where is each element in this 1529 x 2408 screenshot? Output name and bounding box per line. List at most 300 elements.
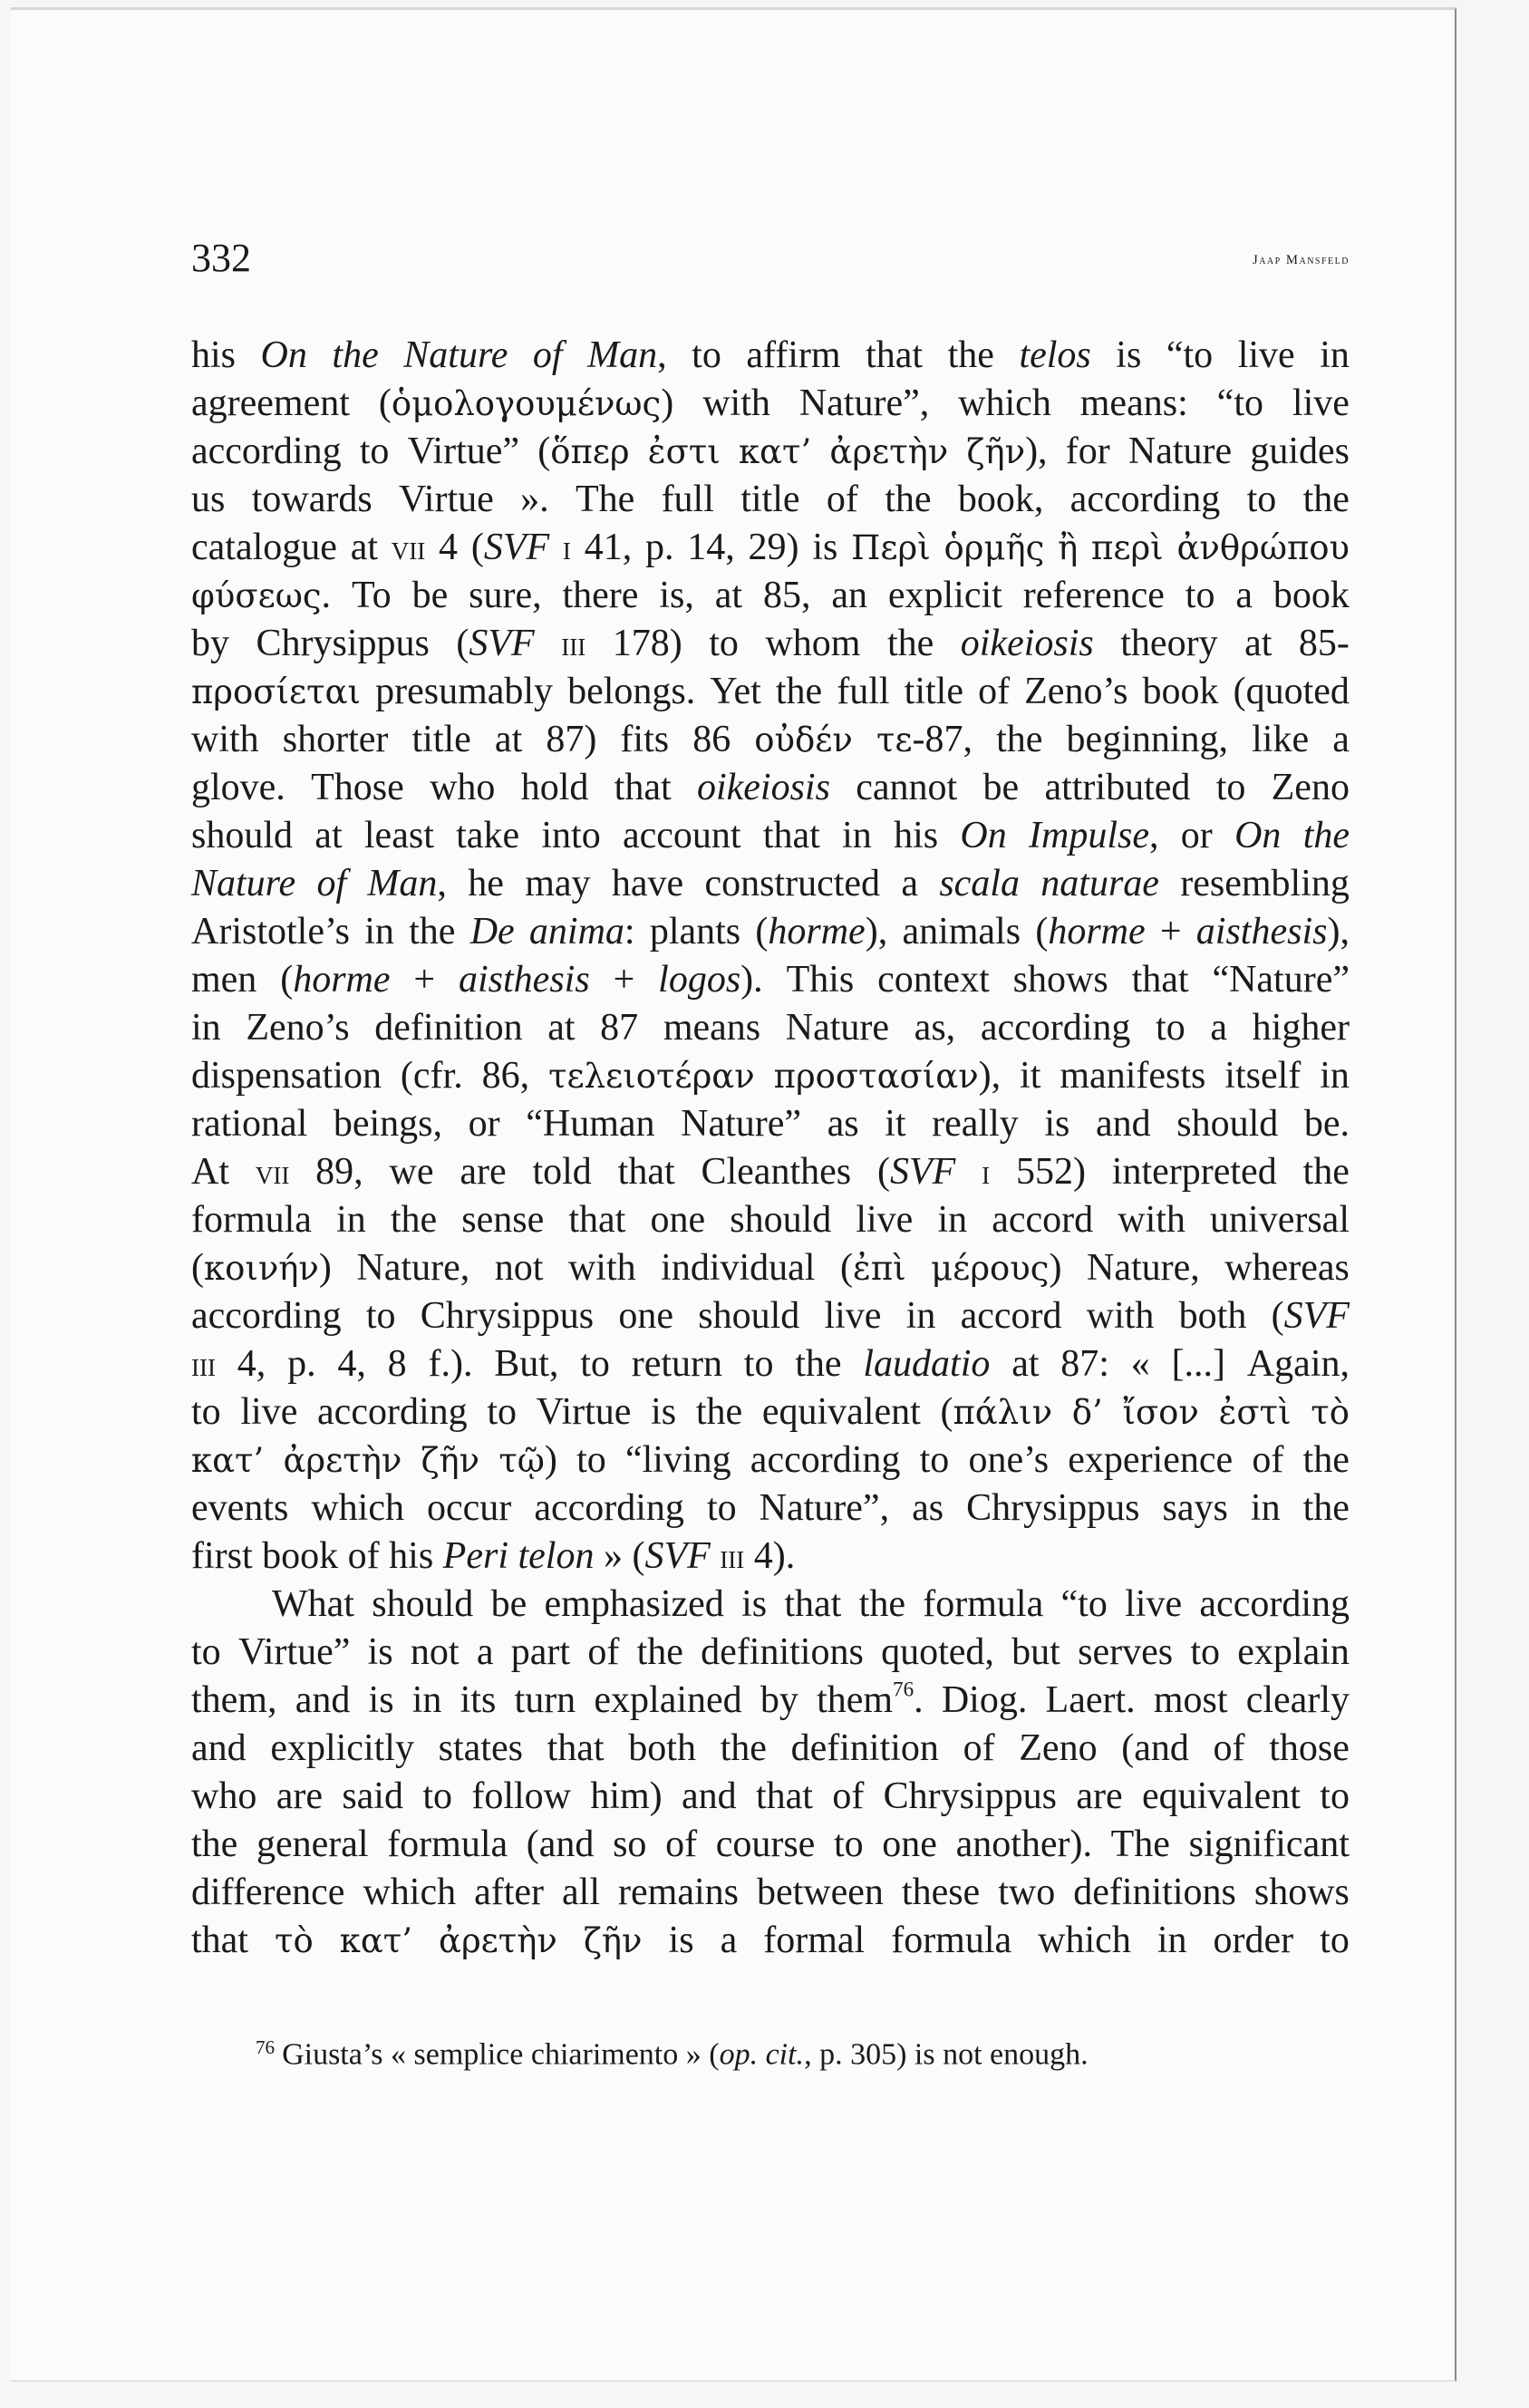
word	[191, 476, 225, 524]
word	[356, 1244, 469, 1292]
text-run: The	[575, 479, 635, 520]
word	[240, 1388, 297, 1436]
word	[1131, 1340, 1150, 1388]
text-run: live	[240, 1391, 298, 1433]
text-run: constructed	[704, 863, 881, 904]
italic-text: horme	[768, 911, 866, 953]
text-run: there	[562, 575, 639, 616]
text-run: all	[562, 1871, 601, 1913]
text-run: according	[980, 1007, 1131, 1049]
text-run: definition	[374, 1007, 523, 1049]
text-run: remains	[618, 1871, 739, 1913]
text-run: at	[547, 1007, 576, 1049]
text-run: book,	[957, 479, 1044, 520]
text-run: in	[1320, 1055, 1350, 1097]
text-run: +	[613, 959, 635, 1001]
text-run: of	[587, 1631, 620, 1673]
word	[940, 1388, 1052, 1436]
word	[191, 1388, 221, 1436]
word	[740, 476, 799, 524]
word	[590, 1773, 662, 1821]
word	[576, 476, 634, 524]
word	[961, 620, 1094, 668]
word	[191, 1535, 253, 1577]
word	[1024, 668, 1127, 716]
text-line	[191, 812, 1350, 860]
word	[561, 620, 585, 668]
text-run: is	[1044, 1103, 1070, 1145]
text-run: dispensation	[191, 1055, 382, 1097]
text-run: in	[411, 1679, 442, 1721]
word	[191, 1436, 264, 1484]
greek-text: ἀρετὴν	[829, 432, 949, 471]
word	[884, 1773, 1057, 1821]
text-line	[191, 860, 1350, 908]
word	[1210, 1196, 1350, 1244]
word	[1143, 668, 1219, 716]
text-run: after	[474, 1871, 545, 1913]
word	[604, 1535, 623, 1577]
word	[882, 1821, 937, 1869]
word	[477, 1629, 494, 1677]
word	[348, 1535, 380, 1577]
word	[1080, 380, 1188, 428]
word	[403, 332, 508, 380]
word	[412, 572, 449, 620]
text-line	[191, 380, 1350, 428]
text-run: be	[982, 767, 1020, 808]
text-run: equivalent	[761, 1391, 921, 1433]
word	[283, 716, 389, 764]
italic-text: Man	[587, 334, 658, 376]
text-run: the	[996, 719, 1043, 760]
text-line	[191, 1581, 1350, 1629]
text-run: in	[1250, 1487, 1281, 1529]
italic-text: oikeiosis	[696, 767, 830, 808]
word	[702, 380, 770, 428]
word	[1019, 1725, 1097, 1773]
text-run: is	[1116, 334, 1142, 376]
text-run: animals	[902, 911, 1021, 953]
text-run: Zeno’s	[246, 1007, 350, 1049]
word	[526, 1100, 654, 1148]
word	[482, 1052, 530, 1100]
word	[469, 1100, 500, 1148]
italic-text: telos	[1019, 334, 1091, 376]
text-line	[191, 716, 1350, 764]
text-line	[191, 620, 1350, 668]
text-run: (	[378, 382, 392, 424]
word	[612, 860, 683, 908]
word	[469, 572, 541, 620]
text-run: with	[1086, 1295, 1155, 1337]
text-run: two	[998, 1871, 1056, 1913]
text-run: is	[367, 1631, 393, 1673]
text-run: formula	[923, 1583, 1044, 1625]
text-run: to	[191, 1391, 221, 1433]
word	[191, 620, 229, 668]
text-line	[191, 764, 1350, 812]
text-run: follow	[471, 1775, 571, 1817]
word	[1040, 860, 1159, 908]
word	[568, 1196, 625, 1244]
text-run: (and	[526, 1823, 595, 1865]
text-run: 4	[439, 527, 459, 568]
word	[939, 860, 1020, 908]
text-run: us	[191, 479, 226, 520]
text-run: 41,	[584, 527, 633, 568]
text-run: that	[1131, 959, 1189, 1001]
text-run: :	[624, 911, 635, 953]
word	[460, 1148, 506, 1196]
text-run: accord	[992, 1199, 1094, 1241]
word	[1121, 1725, 1189, 1773]
word	[1154, 1677, 1228, 1725]
word	[1199, 1581, 1350, 1629]
text-run: Zeno	[1019, 1727, 1098, 1769]
text-run: iii	[720, 1538, 745, 1576]
text-run: the	[886, 623, 934, 664]
word	[1046, 1677, 1136, 1725]
word	[1116, 332, 1141, 380]
word	[191, 1292, 342, 1340]
text-run: (and	[1121, 1727, 1189, 1769]
word	[1066, 428, 1110, 476]
word	[375, 668, 553, 716]
text-run: difference	[191, 1871, 345, 1913]
text-run: “living	[624, 1439, 731, 1481]
text-run: 86	[692, 719, 731, 760]
word	[587, 332, 667, 380]
word	[829, 428, 948, 476]
greek-text: ἐπὶ	[853, 1249, 906, 1288]
text-run: it	[885, 1103, 906, 1145]
text-run: (	[876, 1151, 890, 1193]
text-run: for	[1065, 430, 1110, 472]
text-run: (quoted	[1233, 671, 1350, 712]
word	[495, 1244, 544, 1292]
word	[1214, 1917, 1294, 1965]
word	[1112, 1148, 1277, 1196]
word	[1303, 812, 1350, 860]
word	[1292, 380, 1350, 428]
word	[1303, 1484, 1350, 1533]
word	[1172, 1340, 1225, 1388]
text-run: shorter	[282, 719, 389, 760]
greek-text: πάλιν	[953, 1393, 1053, 1432]
word	[774, 1052, 1002, 1100]
word	[364, 908, 394, 956]
word	[1120, 620, 1217, 668]
text-run: another).	[955, 1823, 1093, 1865]
word	[311, 764, 404, 812]
text-line	[191, 1196, 1350, 1244]
word	[191, 956, 256, 1004]
text-line	[191, 1340, 1350, 1388]
text-run: is	[368, 1679, 394, 1721]
text-run: p.	[287, 1343, 316, 1385]
word	[1160, 908, 1182, 956]
word	[1016, 1148, 1086, 1196]
text-run: )	[1049, 1247, 1062, 1289]
word	[191, 1004, 221, 1052]
word	[537, 1388, 632, 1436]
text-run: 87)	[546, 719, 597, 760]
word	[787, 956, 855, 1004]
text-run: Nature,	[1086, 1247, 1200, 1289]
greek-text: ἐστι	[647, 432, 721, 471]
word	[580, 1340, 610, 1388]
word	[968, 1436, 1049, 1484]
greek-text: ἐστὶ	[1218, 1393, 1292, 1432]
text-run: ».	[520, 479, 549, 520]
word	[191, 1484, 288, 1533]
word	[363, 1869, 456, 1917]
text-run: be.	[1303, 1103, 1350, 1145]
word	[1224, 1244, 1350, 1292]
word	[877, 956, 990, 1004]
text-run: and	[682, 1775, 737, 1817]
word	[866, 332, 923, 380]
italic-text: of	[316, 863, 347, 904]
word	[191, 1677, 276, 1725]
text-run: that	[756, 1775, 813, 1817]
text-run: live	[1237, 334, 1295, 376]
text-run: catalogue	[191, 527, 337, 568]
text-run: significant	[1188, 1823, 1350, 1865]
word	[518, 1535, 594, 1577]
text-run: ,	[437, 863, 447, 904]
word	[856, 764, 957, 812]
word	[360, 428, 390, 476]
italic-text: oikeiosis	[960, 623, 1094, 664]
word	[1320, 1773, 1350, 1821]
word	[978, 668, 1010, 716]
word	[659, 572, 694, 620]
word	[439, 1917, 557, 1965]
text-run: reference	[1022, 575, 1165, 616]
text-run: clearly	[1245, 1679, 1350, 1721]
word	[1320, 332, 1350, 380]
text-run: Virtue	[536, 1391, 632, 1433]
word	[520, 476, 549, 524]
word	[721, 1917, 738, 1965]
text-line	[191, 1821, 1350, 1869]
word	[280, 956, 390, 1004]
text-run: turn	[514, 1679, 576, 1721]
word	[1214, 1725, 1245, 1773]
word	[750, 1436, 901, 1484]
text-run: the	[795, 1343, 842, 1385]
italic-text: laudatio	[863, 1343, 991, 1385]
text-run: to	[365, 1295, 396, 1337]
text-run: these	[901, 1871, 981, 1913]
text-run: that	[614, 767, 672, 808]
text-run: that	[762, 815, 820, 856]
text-line	[191, 1100, 1350, 1148]
word	[471, 524, 549, 572]
word	[511, 1629, 570, 1677]
text-run: theory	[1120, 623, 1218, 664]
text-run: is	[668, 1920, 694, 1961]
text-run: (cfr.	[400, 1055, 463, 1097]
text-run: of	[832, 1775, 865, 1817]
text-run: beginning,	[1066, 719, 1229, 760]
text-run: presumably	[375, 671, 554, 712]
word	[1246, 1677, 1350, 1725]
text-run: definition	[790, 1727, 939, 1769]
text-run: the	[858, 1583, 905, 1625]
text-run: formula	[387, 1823, 508, 1865]
text-line	[191, 668, 1350, 716]
word	[1067, 716, 1228, 764]
word	[334, 1100, 442, 1148]
text-run: ),	[978, 1055, 1002, 1097]
text-run: higher	[1252, 1007, 1350, 1049]
word	[958, 476, 1044, 524]
greek-text: τὸ	[275, 1921, 314, 1960]
text-run: context	[877, 959, 990, 1001]
word	[525, 860, 590, 908]
text-run: 29)	[748, 527, 799, 568]
word	[529, 908, 635, 956]
text-run: but	[1011, 1631, 1060, 1673]
text-run: “to	[1060, 1583, 1108, 1625]
word	[1238, 332, 1295, 380]
word	[709, 620, 739, 668]
text-run: quoted,	[881, 1631, 994, 1673]
word	[487, 1388, 517, 1436]
word	[191, 1196, 312, 1244]
text-run: the	[636, 1631, 683, 1673]
word	[1132, 956, 1189, 1004]
text-run: according	[750, 1439, 901, 1481]
word	[379, 380, 673, 428]
text-run: Cleanthes	[701, 1151, 852, 1193]
italic-text: aisthesis	[1195, 911, 1328, 953]
text-run: «	[1130, 1343, 1150, 1385]
text-run: attributed	[1044, 767, 1191, 808]
word	[191, 1917, 248, 1965]
word	[881, 1629, 994, 1677]
text-run: the	[1302, 1487, 1350, 1529]
word	[937, 1196, 967, 1244]
word	[1060, 1052, 1205, 1100]
word	[261, 332, 307, 380]
text-run: with	[567, 1247, 636, 1289]
text-run: at	[714, 575, 743, 616]
text-run: (	[470, 527, 484, 568]
italic-text: On	[1234, 815, 1282, 856]
text-run: explained	[594, 1679, 742, 1721]
word	[387, 1821, 508, 1869]
text-run: At	[191, 1151, 229, 1193]
text-run: cannot	[856, 767, 958, 808]
word	[840, 1244, 906, 1292]
text-run: to	[1215, 767, 1246, 808]
word	[697, 764, 830, 812]
word	[746, 332, 840, 380]
word	[837, 668, 889, 716]
italic-text: SVF	[469, 623, 535, 664]
word	[412, 716, 471, 764]
word	[392, 524, 425, 572]
text-run: course	[715, 1823, 816, 1865]
word	[413, 956, 435, 1004]
italic-text: op. cit.	[719, 2037, 805, 2072]
text-run: Yet	[710, 671, 761, 712]
text-run: in	[905, 1295, 936, 1337]
text-run: shows	[1012, 959, 1108, 1001]
text-run: formal	[763, 1920, 866, 1961]
word	[1163, 1484, 1228, 1533]
text-run: experience	[1068, 1439, 1234, 1481]
text-run: manifests	[1060, 1055, 1206, 1097]
text-run: book	[262, 1535, 339, 1577]
text-run: part	[510, 1631, 571, 1673]
text-run: that	[547, 1727, 605, 1769]
word	[902, 908, 1021, 956]
word	[545, 1581, 724, 1629]
text-run: a	[720, 1920, 738, 1961]
text-run: that	[568, 1199, 626, 1241]
text-run: both	[628, 1727, 696, 1769]
text-run: a	[1210, 1007, 1228, 1049]
greek-text: ἀρετὴν	[438, 1921, 557, 1960]
italic-text: SVF	[644, 1535, 711, 1577]
text-run: (	[1035, 911, 1049, 953]
text-run: to	[706, 1487, 737, 1529]
text-run: should	[730, 1199, 832, 1241]
word	[923, 1581, 1043, 1629]
italic-text: anima	[528, 911, 624, 953]
text-run: 85-	[1298, 623, 1350, 664]
word	[390, 1148, 434, 1196]
text-run: )	[318, 1247, 332, 1289]
text-run: »	[603, 1535, 623, 1577]
word	[620, 716, 669, 764]
text-run: (	[191, 1247, 204, 1289]
word	[625, 1436, 731, 1484]
word	[614, 956, 635, 1004]
text-run: Chrysippus	[966, 1487, 1140, 1529]
text-run: guides	[1250, 430, 1350, 472]
text-run: of	[665, 1823, 698, 1865]
text-run: a	[476, 1631, 494, 1673]
text-run: one’s	[968, 1439, 1050, 1481]
text-run: its	[460, 1679, 497, 1721]
text-run: ,	[657, 334, 667, 376]
word	[1224, 1052, 1301, 1100]
text-run: Nature”	[681, 1103, 802, 1145]
text-run: full	[661, 479, 714, 520]
text-run: 178)	[612, 623, 682, 664]
text-run: one	[650, 1199, 706, 1241]
word	[459, 956, 590, 1004]
word	[715, 572, 742, 620]
word	[877, 1148, 955, 1196]
word	[494, 1340, 558, 1388]
word	[191, 764, 285, 812]
text-run: 87:	[1060, 1343, 1109, 1385]
greek-text: τελειοτέραν	[548, 1057, 755, 1096]
word	[256, 620, 430, 668]
word	[827, 1100, 859, 1148]
italic-text: Nature	[191, 863, 296, 904]
text-run: Laert.	[1045, 1679, 1136, 1721]
word	[692, 716, 731, 764]
text-run: (	[755, 911, 769, 953]
